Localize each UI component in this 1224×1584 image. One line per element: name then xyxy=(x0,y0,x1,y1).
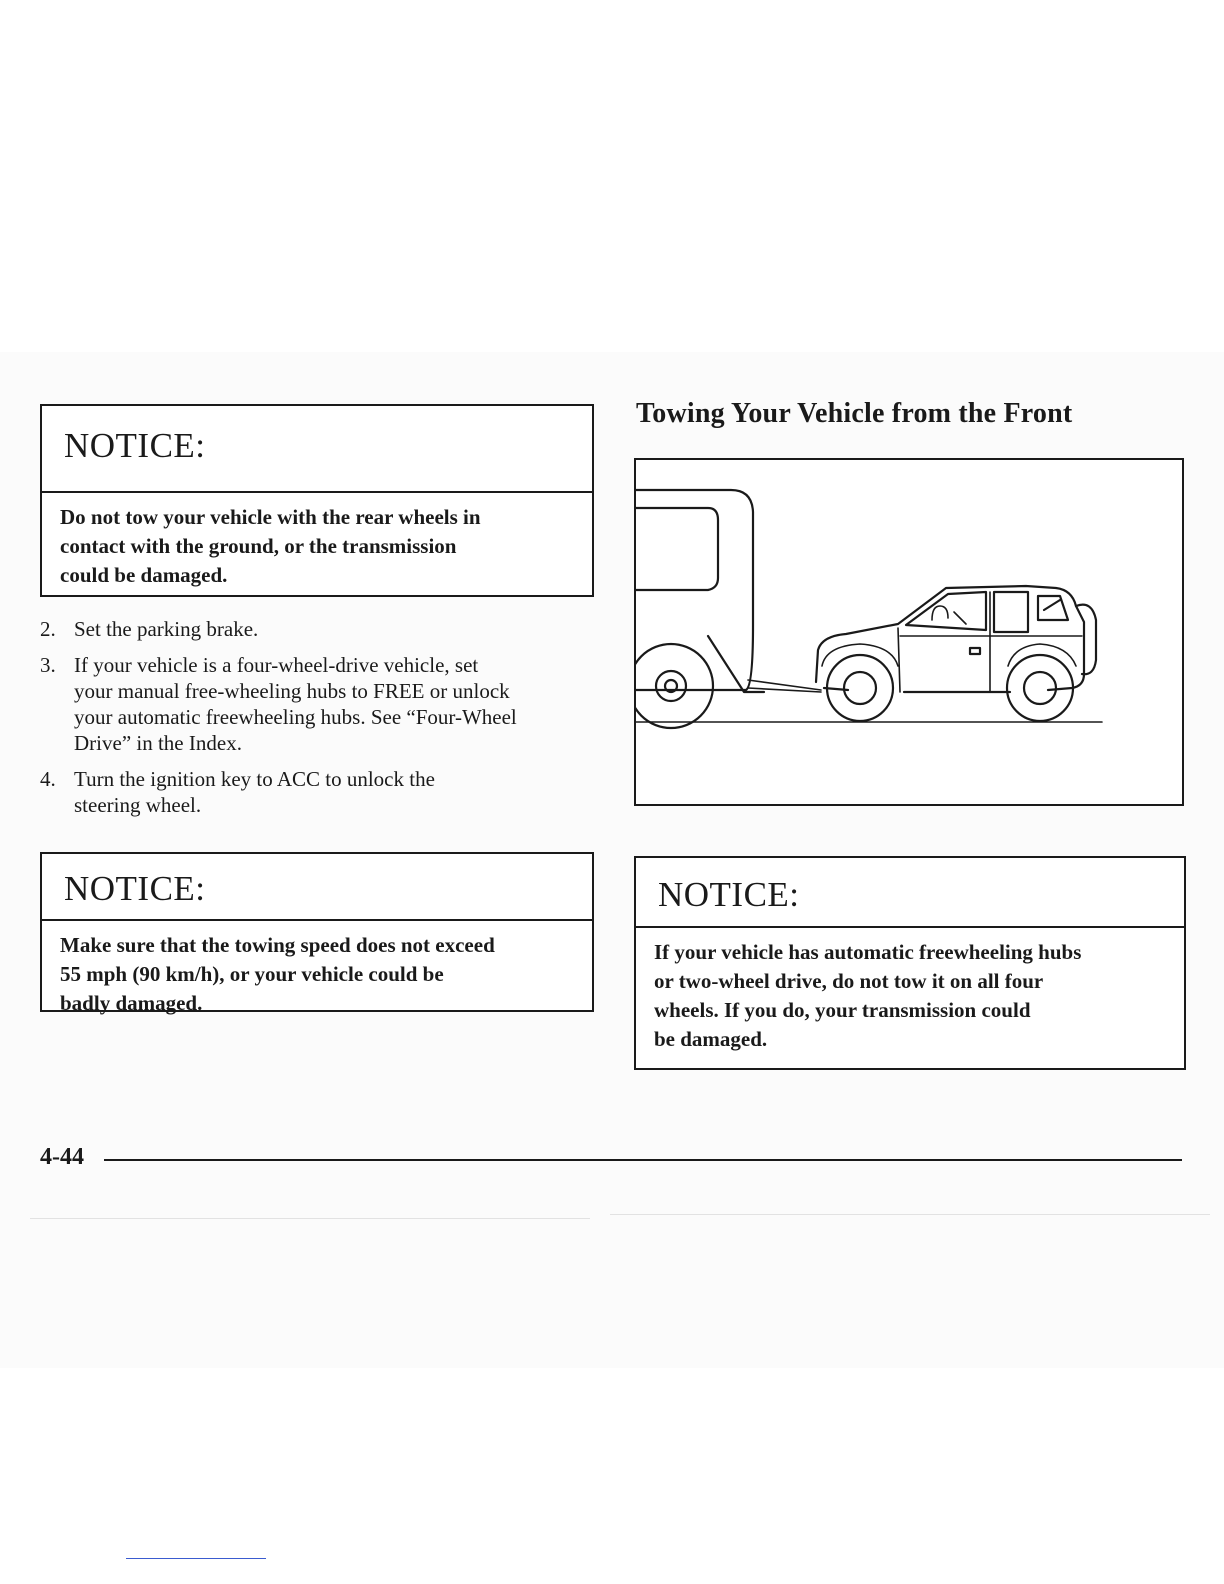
faint-divider xyxy=(610,1214,1210,1215)
driver-silhouette xyxy=(932,606,948,620)
suv-rear-window xyxy=(1038,596,1068,620)
page-number: 4-44 xyxy=(40,1144,84,1170)
tow-bar xyxy=(748,680,821,692)
notice-line: could be damaged. xyxy=(60,563,228,587)
towing-illustration xyxy=(634,458,1184,806)
spare-tire xyxy=(1076,605,1096,675)
step-number: 4. xyxy=(40,767,56,791)
bottom-link-underline xyxy=(126,1558,266,1559)
towing-steps-list xyxy=(40,616,600,828)
notice-line: Do not tow your vehicle with the rear wheels in xyxy=(60,505,481,529)
notice-line: badly damaged. xyxy=(60,991,203,1015)
notice-line: 55 mph (90 km/h), or your vehicle could be xyxy=(60,962,444,986)
suv-rear-hub xyxy=(1024,672,1056,704)
section-heading: Towing Your Vehicle from the Front xyxy=(636,398,1073,429)
notice-line: Make sure that the towing speed does not exceed xyxy=(60,933,495,957)
step-item xyxy=(40,616,600,642)
notice-box-freewheeling xyxy=(634,856,1186,1070)
step-number: 2. xyxy=(40,617,56,641)
footer-rule xyxy=(104,1159,1182,1161)
notice-box-rear-wheels xyxy=(40,404,594,597)
step-number: 3. xyxy=(40,653,56,677)
step-item xyxy=(40,652,600,756)
step-item xyxy=(40,766,600,818)
suv-sill xyxy=(824,688,1010,692)
step-line: Drive” in the Index. xyxy=(74,731,242,755)
door-handle xyxy=(970,648,980,654)
notice-box-towing-speed xyxy=(40,852,594,1015)
notice-text xyxy=(42,493,592,590)
steering-wheel xyxy=(954,612,966,624)
truck-hub xyxy=(656,671,686,701)
notice-heading: NOTICE: xyxy=(42,406,592,493)
notice-line: wheels. If you do, your transmission could xyxy=(654,998,1031,1022)
tow-truck-suv-icon xyxy=(636,460,1182,804)
step-line: Turn the ignition key to ACC to unlock the xyxy=(74,767,435,791)
faint-divider xyxy=(30,1218,590,1219)
step-line: your automatic freewheeling hubs. See “Four-Wheel xyxy=(74,705,517,729)
truck-wheel xyxy=(636,644,713,728)
step-line: your manual free-wheeling hubs to FREE or unlock xyxy=(74,679,510,703)
notice-line: be damaged. xyxy=(654,1027,768,1051)
suv-front-window xyxy=(906,592,986,630)
step-line: Set the parking brake. xyxy=(74,617,259,641)
notice-heading: NOTICE: xyxy=(636,858,1184,928)
window-stripe xyxy=(1044,600,1060,610)
notice-text xyxy=(42,921,592,1018)
suv-rear-door-window xyxy=(994,592,1028,632)
notice-text xyxy=(636,928,1184,1054)
notice-line: contact with the ground, or the transmission xyxy=(60,534,457,558)
truck-window xyxy=(636,508,718,590)
notice-line: If your vehicle has automatic freewheeling hubs xyxy=(654,940,1082,964)
truck-fender xyxy=(708,636,764,692)
step-line: If your vehicle is a four-wheel-drive vehicle, set xyxy=(74,653,479,677)
suv-front-hub xyxy=(844,672,876,704)
step-line: steering wheel. xyxy=(74,793,202,817)
suv-body-outline xyxy=(816,586,1084,690)
notice-heading: NOTICE: xyxy=(42,854,592,921)
notice-line: or two-wheel drive, do not tow it on all four xyxy=(654,969,1044,993)
